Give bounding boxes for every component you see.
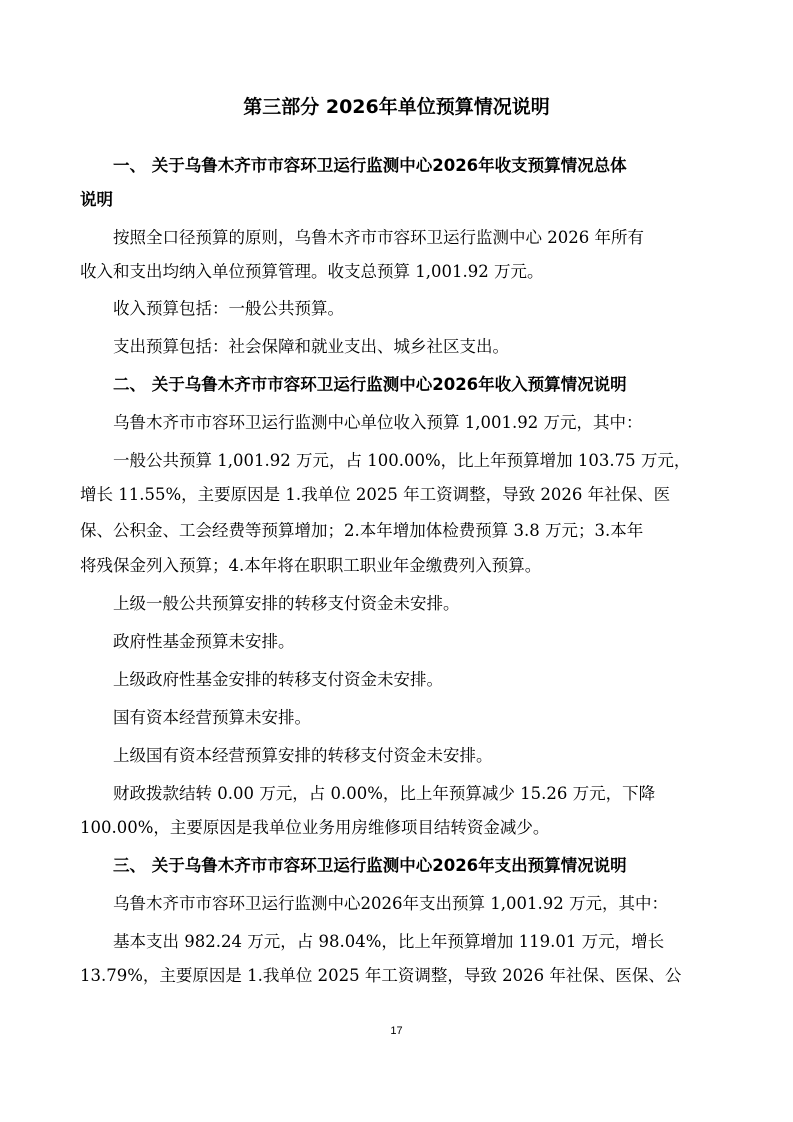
paragraph: 一般公共预算 1,001.92 万元，占 100.00%，比上年预算增加 103.75 万元， [113,451,691,470]
section-3-heading: 三、 关于乌鲁木齐市市容环卫运行监测中心2026年支出预算情况说明 [113,856,627,875]
paragraph: 乌鲁木齐市市容环卫运行监测中心2026年支出预算 1,001.92 万元，其中： [113,894,668,913]
section-2-heading: 二、 关于乌鲁木齐市市容环卫运行监测中心2026年收入预算情况说明 [113,375,627,394]
paragraph: 基本支出 982.24 万元，占 98.04%，比上年预算增加 119.01 万元，增长 [113,932,665,951]
paragraph-continued: 保、公积金、工会经费等预算增加；2.本年增加体检费预算 3.8 万元；3.本年 [80,521,644,540]
paragraph-continued: 13.79%，主要原因是 1.我单位 2025 年工资调整，导致 2026 年社保、医保、公 [80,966,682,985]
paragraph-continued: 收入和支出均纳入单位预算管理。收支总预算 1,001.92 万元。 [80,262,544,281]
paragraph: 政府性基金预算未安排。 [113,632,295,651]
paragraph: 国有资本经营预算未安排。 [113,708,311,727]
section-1-heading: 一、 关于乌鲁木齐市市容环卫运行监测中心2026年收支预算情况总体 [113,156,627,175]
section-1-heading-continued: 说明 [80,190,113,209]
page-number: 17 [390,1025,403,1037]
paragraph-continued: 100.00%，主要原因是我单位业务用房维修项目结转资金减少。 [80,818,550,837]
paragraph: 收入预算包括：一般公共预算。 [113,299,344,318]
paragraph: 财政拨款结转 0.00 万元，占 0.00%，比上年预算减少 15.26 万元，下降 [113,784,656,803]
paragraph: 乌鲁木齐市市容环卫运行监测中心单位收入预算 1,001.92 万元，其中： [113,413,643,432]
paragraph: 上级一般公共预算安排的转移支付资金未安排。 [113,594,460,613]
paragraph: 支出预算包括：社会保障和就业支出、城乡社区支出。 [113,337,509,356]
paragraph: 上级政府性基金安排的转移支付资金未安排。 [113,670,443,689]
page-title: 第三部分 2026年单位预算情况说明 [243,96,550,118]
paragraph-continued: 将残保金列入预算；4.本年将在职职工职业年金缴费列入预算。 [80,556,542,575]
paragraph: 上级国有资本经营预算安排的转移支付资金未安排。 [113,746,493,765]
paragraph-continued: 增长 11.55%，主要原因是 1.我单位 2025 年工资调整，导致 2026 年社保、医 [80,485,671,504]
paragraph: 按照全口径预算的原则，乌鲁木齐市市容环卫运行监测中心 2026 年所有 [113,228,644,247]
